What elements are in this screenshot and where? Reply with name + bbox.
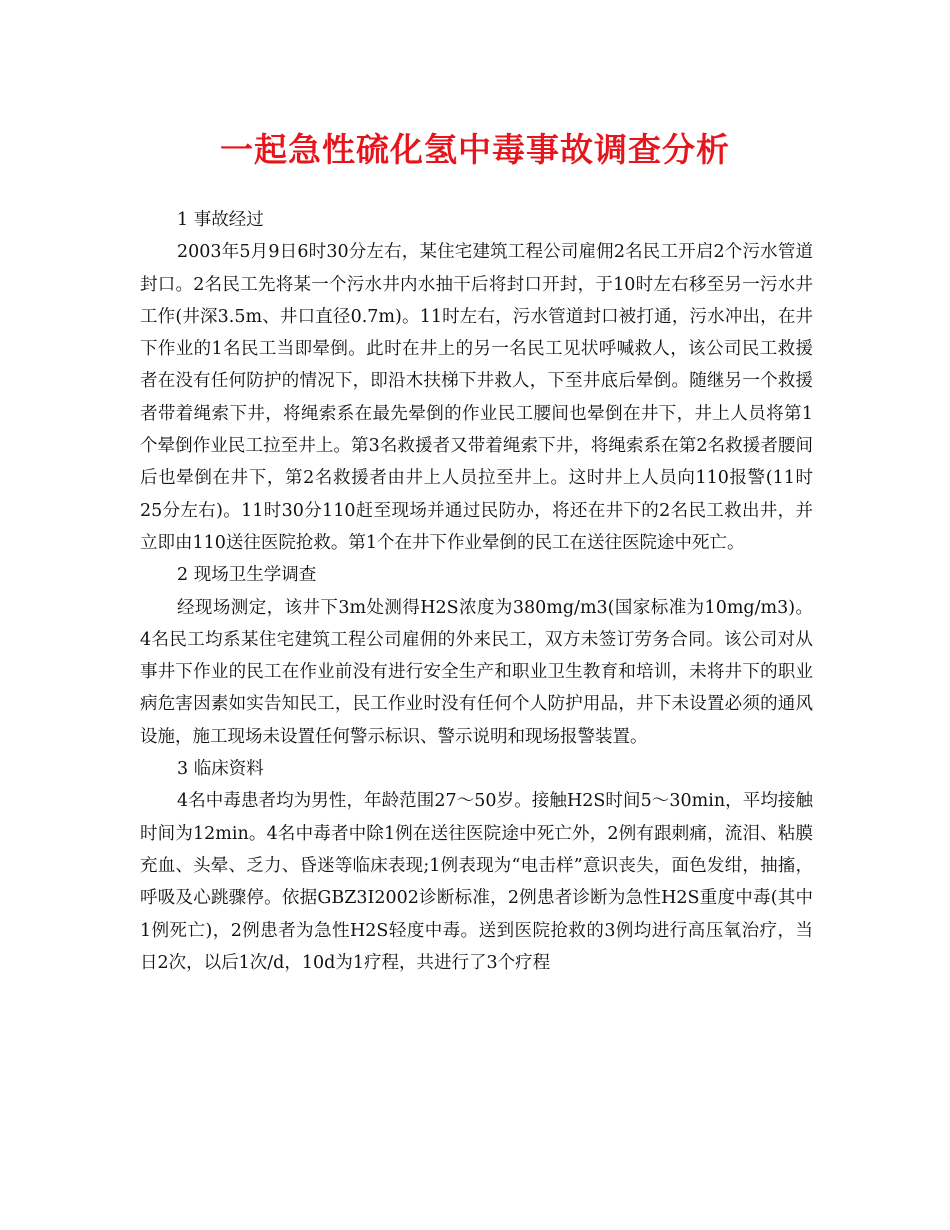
section-paragraph-clinical-data: 4名中毒患者均为男性，年龄范围27～50岁。接触H2S时间5～30min，平均接触时间为12min。4名中毒者中除1例在送往医院途中死亡外，2例有跟刺痛，流泪、粘膜充血、头晕、乏力、昏迷等临床表现;1例表现为“电击样”意识丧失，面色发绀，抽搐，呼吸及心跳骤停。依据GBZ3I2002诊断标准，2例患者诊断为急性H2S重度中毒(其中1例死亡)，2例患者为急性H2S轻度中毒。送到医院抢救的3例均进行高压氧治疗，当日2次，以后1次/d，10d为1疗程，共进行了3个疗程 (140, 791, 813, 973)
section-heading-clinical-data: 3 临床资料 (177, 759, 264, 780)
section-paragraph-site-survey: 经现场测定，该井下3m处测得H2S浓度为380mg/m3(国家标准为10mg/m3)。4名民工均系某住宅建筑工程公司雇佣的外来民工，双方未签订劳务合同。该公司对从事井下作业的民工在作业前没有进行安全生产和职业卫生教育和培训，未将井下的职业病危害因素如实告知民工，民工作业时没有任何个人防护用品，井下未设置必须的通风设施，施工现场未设置任何警示标识、警示说明和现场报警装置。 (140, 597, 813, 747)
section-paragraph-accident-process: 2003年5月9日6时30分左右，某住宅建筑工程公司雇佣2名民工开启2个污水管道封口。2名民工先将某一个污水井内水抽干后将封口开封，于10时左右移至另一污水井工作(井深3.5m、井口直径0.7m)。11时左右，污水管道封口被打通，污水冲出，在井下作业的1名民工当即晕倒。此时在井上的另一名民工见状呼喊救人，该公司民工救援者在没有任何防护的情况下，即沿木扶梯下井救人，下至井底后晕倒。随继另一个救援者带着绳索下井，将绳索系在最先晕倒的作业民工腰间也晕倒在井下，井上人员将第1个晕倒作业民工拉至井上。第3名救援者又带着绳索下井，将绳索系在第2名救援者腰间后也晕倒在井下，第2名救援者由井上人员拉至井上。这时井上人员向110报警(11时25分左右)。11时30分110赶至现场并通过民防办，将还在井下的2名民工救出井，并立即由110送往医院抢救。第1个在井下作业晕倒的民工在送往医院途中死亡。 (140, 242, 813, 553)
section-heading-site-survey: 2 现场卫生学调查 (177, 565, 317, 586)
section-heading-accident-process: 1 事故经过 (177, 210, 264, 230)
document-title: 一起急性硫化氢中毒事故调查分析 (220, 130, 730, 169)
document-body (140, 204, 813, 979)
